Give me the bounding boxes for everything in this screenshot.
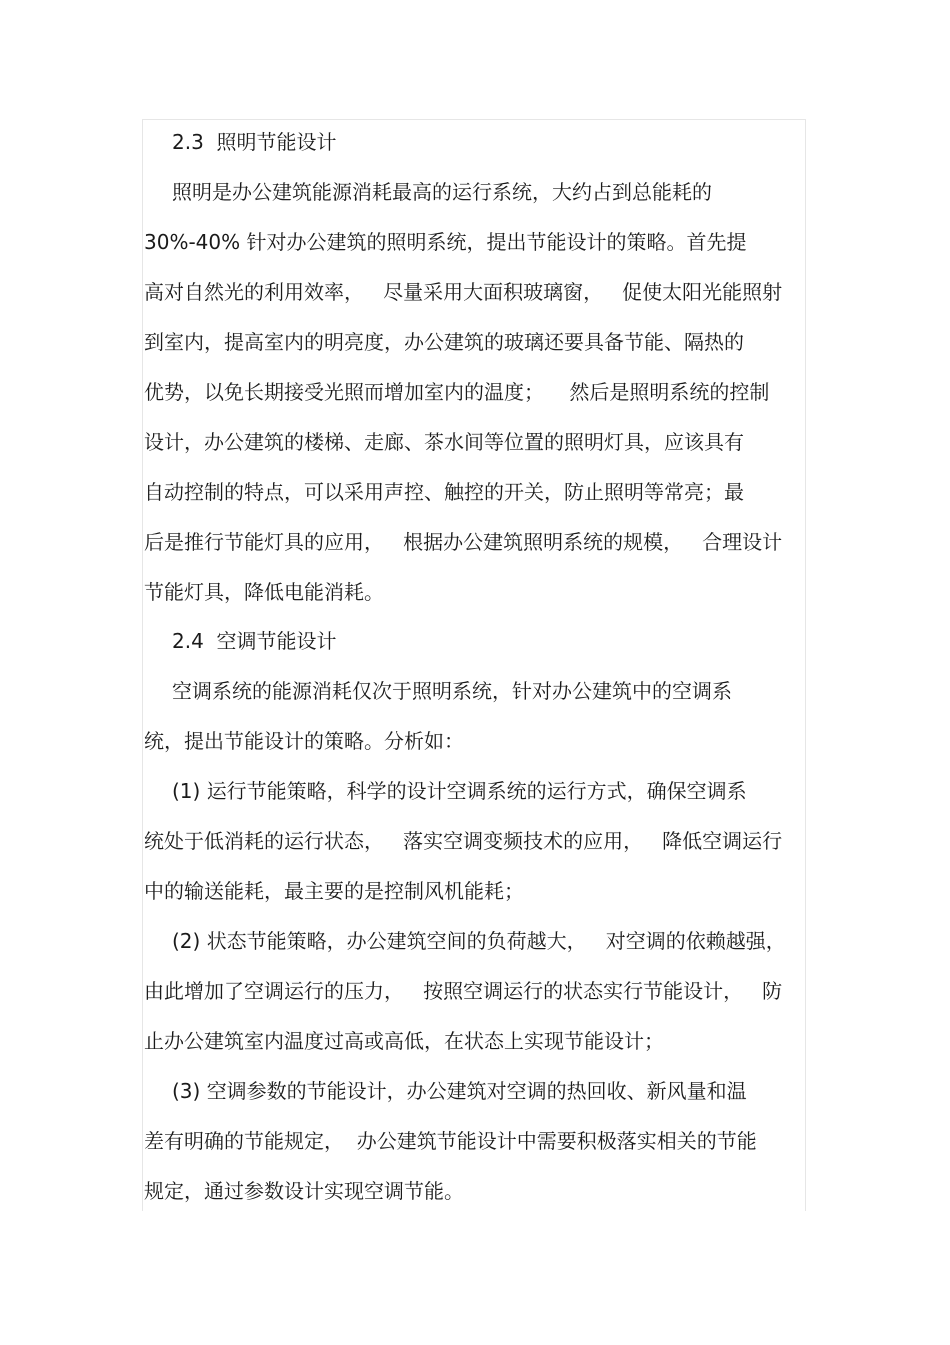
paragraph-line: 照明是办公建筑能源消耗最高的运行系统，大约占到总能耗的 [172,180,712,204]
section-heading-2-3: 2.3 照明节能设计 [172,130,337,154]
paragraph-line: 设计，办公建筑的楼梯、走廊、茶水间等位置的照明灯具，应该具有 [144,430,744,454]
paragraph-line: 中的输送能耗，最主要的是控制风机能耗； [144,879,524,903]
list-item-2: (2) 状态节能策略，办公建筑空间的负荷越大， 对空调的依赖越强， [172,929,786,953]
paragraph-line: 高对自然光的利用效率， 尽量采用大面积玻璃窗， 促使太阳光能照射 [144,280,783,304]
paragraph-line: 到室内，提高室内的明亮度，办公建筑的玻璃还要具备节能、隔热的 [144,330,744,354]
paragraph-line: 后是推行节能灯具的应用， 根据办公建筑照明系统的规模， 合理设计 [144,530,783,554]
paragraph-line: 30%-40% 针对办公建筑的照明系统，提出节能设计的策略。首先提 [144,230,747,254]
paragraph-line: 规定，通过参数设计实现空调节能。 [144,1179,464,1203]
paragraph-line: 自动控制的特点，可以采用声控、触控的开关，防止照明等常亮；最 [144,480,744,504]
paragraph-line: 节能灯具，降低电能消耗。 [144,580,384,604]
paragraph-line: 由此增加了空调运行的压力， 按照空调运行的状态实行节能设计， 防 [144,979,783,1003]
paragraph-line: 止办公建筑室内温度过高或高低，在状态上实现节能设计； [144,1029,664,1053]
paragraph-line: 优势，以免长期接受光照而增加室内的温度； 然后是照明系统的控制 [144,380,770,404]
list-item-1: (1) 运行节能策略，科学的设计空调系统的运行方式，确保空调系 [172,779,747,803]
paragraph-line: 统，提出节能设计的策略。分析如： [144,729,464,753]
list-item-3: (3) 空调参数的节能设计，办公建筑对空调的热回收、新风量和温 [172,1079,747,1103]
paragraph-line: 空调系统的能源消耗仅次于照明系统，针对办公建筑中的空调系 [172,679,732,703]
paragraph-line: 统处于低消耗的运行状态， 落实空调变频技术的应用， 降低空调运行 [144,829,783,853]
paragraph-line: 差有明确的节能规定， 办公建筑节能设计中需要积极落实相关的节能 [144,1129,757,1153]
section-heading-2-4: 2.4 空调节能设计 [172,629,337,653]
